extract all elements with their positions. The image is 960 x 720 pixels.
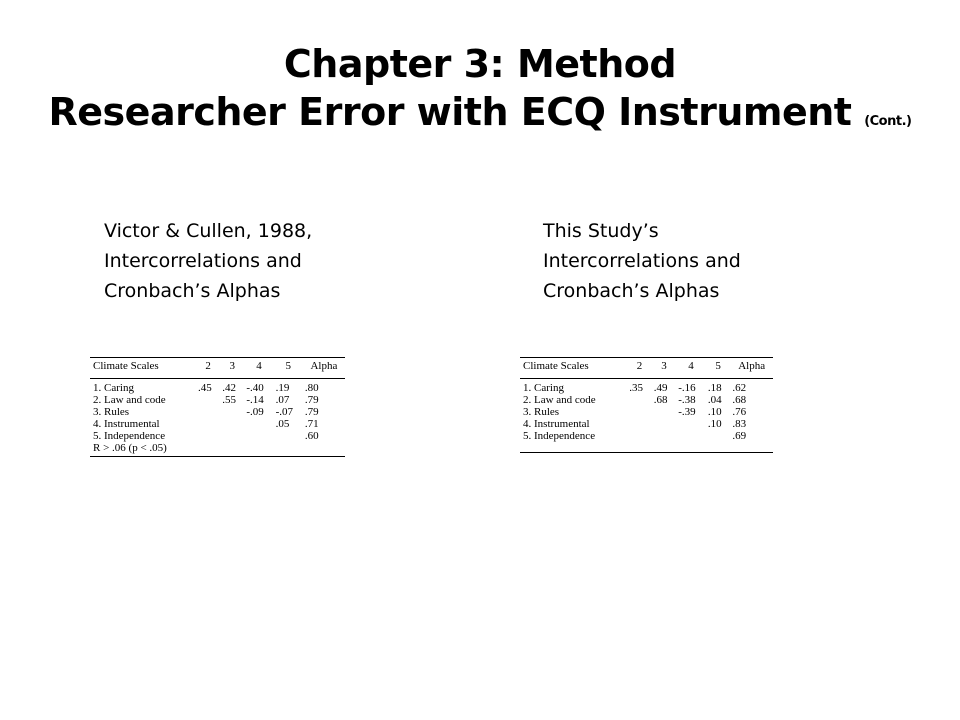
table-cell: .79 [304,394,319,406]
table-cell [627,406,652,418]
table-cell: .35 [629,382,644,394]
table-cell: .10 [707,418,722,430]
left-heading-line: Intercorrelations and [104,250,302,272]
table-cell: .79 [304,406,319,418]
header-2: 2 [636,360,643,372]
victor-cullen-table [90,357,345,457]
table-end-row [520,442,773,453]
table-cell [196,406,220,418]
table-cell: .05 [275,418,290,430]
header-2: 2 [205,360,211,372]
table-end-cell [520,442,773,453]
table-cell [652,418,677,430]
table-row [520,379,773,395]
left-heading-line: Victor & Cullen, 1988, [104,220,313,242]
table-row [90,418,345,430]
right-heading-line: Cronbach’s Alphas [543,280,720,302]
table-cell [676,418,706,430]
header-5: 5 [715,360,721,372]
header-alpha: Alpha [310,360,338,372]
left-column-heading [104,216,312,306]
table-cell: -.07 [275,406,294,418]
header-4: 4 [688,360,694,372]
table-cell: .10 [707,406,722,418]
table-cell [627,418,652,430]
table-row [520,394,773,406]
table-cell: 5. Independence [523,430,596,442]
table-cell: .45 [197,382,212,394]
table-cell [196,394,220,406]
table-cell [220,430,244,442]
table-cell [676,430,706,442]
table-cell [652,406,677,418]
table-cell: .07 [275,394,290,406]
header-climate-scales: Climate Scales [523,360,589,372]
header-3: 3 [229,360,236,372]
table-cell: .18 [707,382,722,394]
header-alpha: Alpha [738,360,766,372]
table-cell [244,430,273,442]
table-cell: .83 [732,418,747,430]
table-cell: .68 [732,394,747,406]
table-cell [220,418,244,430]
table-cell [627,430,652,442]
table-cell: 5. Independence [93,430,166,442]
table-cell: .71 [304,418,319,430]
table-header-row [90,358,345,379]
table-note-row [90,442,345,457]
table-row [90,394,345,406]
title-cont: (Cont.) [864,114,912,129]
table-cell: .68 [653,394,668,406]
table-cell [274,430,303,442]
title-line-2-text: Researcher Error with ECQ Instrument [48,90,852,134]
right-column-heading [543,216,741,306]
right-heading-line: Intercorrelations and [543,250,741,272]
table-cell: -.14 [246,394,264,406]
table-cell: 3. Rules [523,406,560,418]
header-5: 5 [285,360,291,372]
table-cell: -.38 [678,394,696,406]
this-study-table [520,357,773,453]
table-cell: 1. Caring [93,382,134,394]
table-cell [196,430,220,442]
table-cell: 2. Law and code [523,394,596,406]
table-cell: .04 [707,394,722,406]
title-line-2 [0,88,960,146]
table-cell [196,418,220,430]
header-climate-scales: Climate Scales [93,360,159,372]
table-cell: 4. Instrumental [93,418,160,430]
table-row [90,430,345,442]
table-cell: 2. Law and code [93,394,166,406]
left-heading-line: Cronbach’s Alphas [104,280,281,302]
table-cell: .62 [732,382,747,394]
table-cell: -.39 [678,406,696,418]
table-cell [220,406,244,418]
table-cell [706,430,731,442]
table-cell: .55 [222,394,236,406]
table-cell: .69 [732,430,747,442]
title-line-1: Chapter 3: Method [283,42,677,86]
header-4: 4 [256,360,262,372]
slide-title [0,40,960,146]
table-cell: .19 [275,382,290,394]
table-cell: .49 [653,382,668,394]
table-row [90,406,345,418]
table-cell: .42 [222,382,236,394]
table-row [90,379,345,395]
header-3: 3 [661,360,667,372]
table-row [520,418,773,430]
table-row [520,406,773,418]
table-cell [652,430,677,442]
table-cell: .80 [304,382,319,394]
significance-note: R > .06 (p < .05) [90,442,345,457]
right-heading-line: This Study’s [543,220,659,242]
table-cell: -.09 [246,406,264,418]
table-cell [244,418,273,430]
table-cell: -.40 [246,382,264,394]
table-cell: .60 [304,430,319,442]
table-row [520,430,773,442]
table-cell [627,394,652,406]
table-header-row [520,358,773,379]
table-cell: 3. Rules [93,406,130,418]
table-cell: 1. Caring [523,382,564,394]
table-cell: 4. Instrumental [523,418,590,430]
table-cell: .76 [732,406,747,418]
table-cell: -.16 [678,382,696,394]
